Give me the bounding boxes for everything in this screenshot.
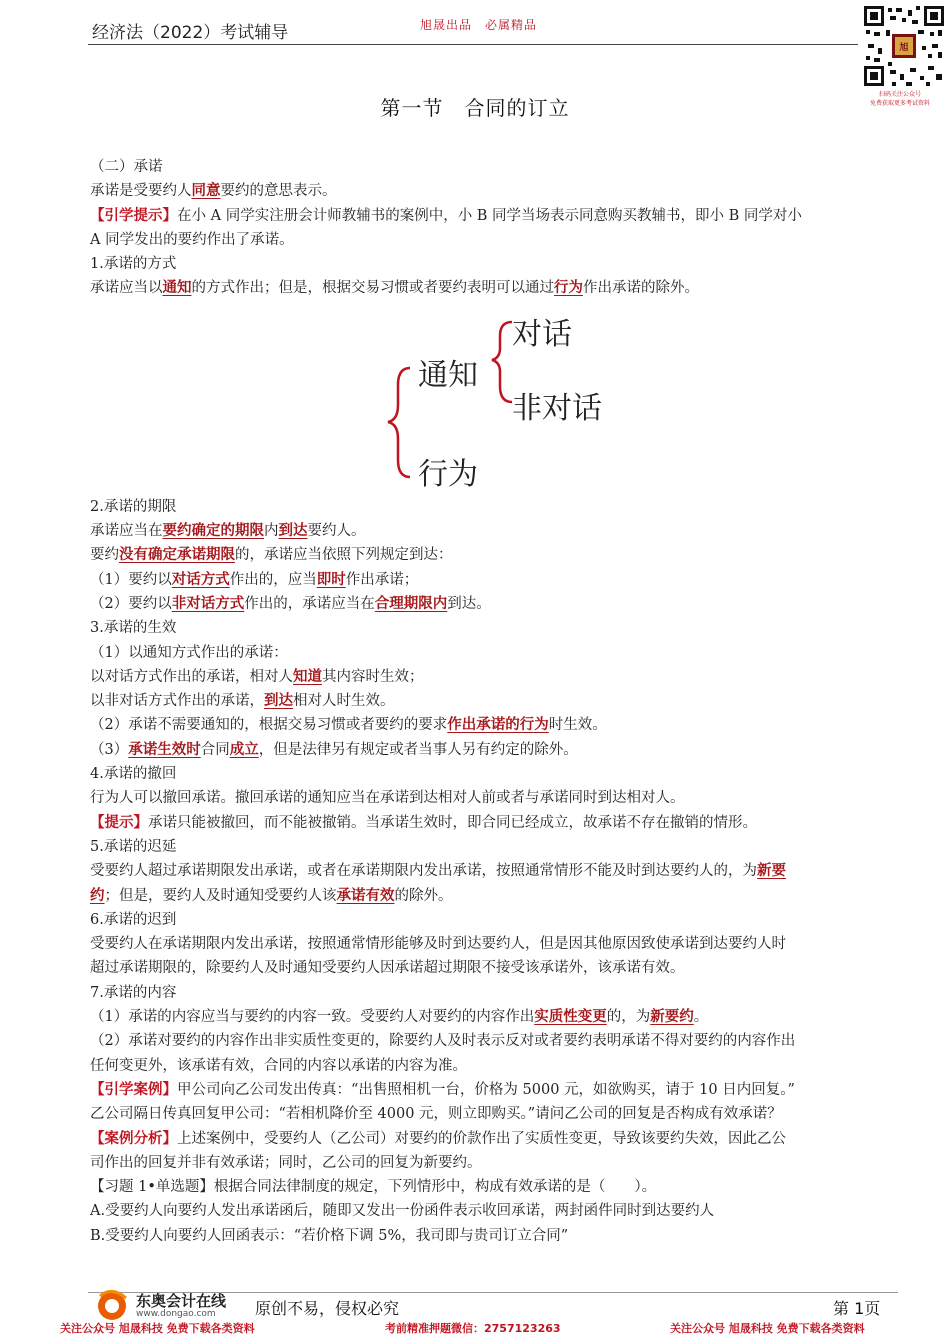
paragraph: 以非对话方式作出的承诺，到达相对人时生效。 bbox=[90, 692, 395, 710]
paragraph: 以对话方式作出的承诺，相对人知道其内容时生效； bbox=[90, 667, 424, 685]
key-term: 作出承诺的行为 bbox=[447, 716, 549, 734]
key-term: 实质性变更 bbox=[534, 1008, 607, 1026]
key-term: 约 bbox=[90, 886, 105, 904]
paragraph: 超过承诺期限的，除要约人及时通知受要约人因承诺超过期限不接受该承诺外，该承诺有效。 bbox=[90, 960, 685, 977]
header-divider bbox=[88, 44, 858, 45]
document-header-title: 经济法（2022）考试辅导 bbox=[92, 23, 289, 43]
point-heading: 6.承诺的迟到 bbox=[90, 911, 177, 928]
key-term: 对话方式 bbox=[171, 570, 230, 588]
point-heading: 5.承诺的迟延 bbox=[90, 838, 177, 855]
key-term: 合理期限内 bbox=[374, 594, 448, 612]
brand-logo-icon bbox=[92, 1288, 132, 1322]
note-tag: 【提示】 bbox=[90, 813, 148, 831]
key-term: 非对话方式 bbox=[171, 594, 245, 612]
paragraph: （1）承诺的内容应当与要约的内容一致。受要约人对要约的内容作出实质性变更的，为新要约。 bbox=[90, 1008, 709, 1026]
paragraph: （2）要约以非对话方式作出的，承诺应当在合理期限内到达。 bbox=[90, 594, 491, 612]
point-heading: 4.承诺的撤回 bbox=[90, 766, 177, 783]
paragraph: 承诺应当以通知的方式作出；但是，根据交易习惯或者要约表明可以通过行为作出承诺的除外。 bbox=[90, 279, 699, 297]
key-term: 承诺生效时 bbox=[128, 740, 201, 758]
point-heading: 2.承诺的期限 bbox=[90, 498, 177, 515]
key-term: 同意 bbox=[191, 182, 221, 200]
point-heading: 3.承诺的生效 bbox=[90, 620, 177, 637]
paragraph: 承诺是受要约人同意要约的意思表示。 bbox=[90, 182, 337, 200]
diagram-child-a-label: 对话 bbox=[512, 317, 572, 352]
key-term: 要约确定的期限 bbox=[162, 522, 264, 540]
qr-caption: 扫码关注公众号 免费获取更多考试资料 bbox=[869, 91, 930, 107]
brand-name: 东奥会计在线 bbox=[136, 1292, 227, 1310]
page-number: 第 1页 bbox=[833, 1299, 881, 1318]
key-term: 到达 bbox=[264, 692, 293, 710]
qr-code bbox=[862, 4, 946, 88]
acceptance-method-diagram bbox=[380, 310, 620, 500]
paragraph: 【提示】承诺只能被撤回，而不能被撤销。当承诺生效时，即合同已经成立，故承诺不存在撤销的情形。 bbox=[90, 813, 757, 831]
paragraph: 【引学提示】在小 A 同学实注册会计师教辅书的案例中，小 B 同学当场表示同意购买教辅书，即小 B 同学对小 bbox=[90, 206, 802, 224]
note-tag: 【案例分析】 bbox=[90, 1129, 177, 1147]
exercise-question: 【习题 1•单选题】根据合同法律制度的规定，下列情形中，构成有效承诺的是（ ）。 bbox=[90, 1179, 657, 1196]
note-tag: 【引学提示】 bbox=[90, 206, 177, 224]
paragraph: （2）承诺不需要通知的，根据交易习惯或者要约的要求作出承诺的行为时生效。 bbox=[90, 716, 607, 734]
key-term: 没有确定承诺期限 bbox=[119, 546, 235, 564]
key-term: 新要约 bbox=[650, 1008, 694, 1026]
key-term: 行为 bbox=[554, 279, 583, 297]
exercise-option-b: B.受要约人向要约人回函表示：“若价格下调 5%，我司即与贵司订立合同” bbox=[90, 1227, 569, 1244]
diagram-root-label: 通知 bbox=[418, 358, 478, 393]
key-term: 新要 bbox=[757, 862, 786, 880]
key-term: 到达 bbox=[278, 522, 308, 540]
key-term: 承诺有效 bbox=[336, 886, 395, 904]
paragraph: 【引学案例】甲公司向乙公司发出传真：“出售照相机一台，价格为 5000 元，如欲购买，请于 10 日内回复。” bbox=[90, 1080, 795, 1098]
paragraph: 受要约人在承诺期限内发出承诺，按照通常情形能够及时到达要约人，但是因其他原因致使承诺到达要约人时 bbox=[90, 936, 786, 953]
paragraph: 受要约人超过承诺期限发出承诺，或者在承诺期限内发出承诺，按照通常情形不能及时到达要约人的，为新要 bbox=[90, 862, 786, 880]
paragraph: 要约没有确定承诺期限的，承诺应当依照下列规定到达： bbox=[90, 546, 453, 564]
key-term: 成立 bbox=[229, 740, 259, 758]
key-term: 通知 bbox=[162, 279, 192, 297]
header-brand-slogan: 旭晟出品 必属精品 bbox=[420, 18, 538, 32]
point-heading: 1.承诺的方式 bbox=[90, 256, 177, 273]
exercise-option-a: A.受要约人向要约人发出承诺函后，随即又发出一份函件表示收回承诺，两封函件同时到达要约人 bbox=[90, 1203, 715, 1220]
paragraph: A 同学发出的要约作出了承诺。 bbox=[90, 231, 294, 248]
paragraph: 承诺应当在要约确定的期限内到达要约人。 bbox=[90, 522, 366, 540]
diagram-child-b-label: 非对话 bbox=[512, 391, 602, 426]
footer-promo-center: 考前精准押题微信：2757123263 bbox=[385, 1322, 561, 1335]
paragraph: 约；但是，要约人及时通知受要约人该承诺有效的除外。 bbox=[90, 886, 453, 904]
paragraph: 【案例分析】上述案例中，受要约人（乙公司）对要约的价款作出了实质性变更，导致该要约失效，因此乙公 bbox=[90, 1129, 786, 1147]
point-heading: 7.承诺的内容 bbox=[90, 984, 177, 1001]
key-term: 即时 bbox=[316, 570, 346, 588]
paragraph: （2）承诺对要约的内容作出非实质性变更的，除要约人及时表示反对或者要约表明承诺不得对要约的内容作出 bbox=[90, 1033, 796, 1050]
svg-text:旭: 旭 bbox=[899, 43, 909, 53]
footer-slogan: 原创不易，侵权必究 bbox=[255, 1299, 400, 1318]
paragraph: 任何变更外，该承诺有效，合同的内容以承诺的内容为准。 bbox=[90, 1057, 467, 1074]
paragraph: （1）以通知方式作出的承诺： bbox=[90, 644, 288, 661]
footer-promo-left: 关注公众号 旭晟科技 免费下载各类资料 bbox=[60, 1322, 255, 1335]
outer-brace bbox=[388, 368, 410, 477]
paragraph: 行为人可以撤回承诺。撤回承诺的通知应当在承诺到达相对人前或者与承诺同时到达相对人。 bbox=[90, 790, 685, 807]
inner-brace bbox=[492, 322, 512, 402]
subsection-heading: （二）承诺 bbox=[90, 159, 163, 175]
footer-promo-right: 关注公众号 旭晟科技 免费下载各类资料 bbox=[670, 1322, 865, 1335]
paragraph: 乙公司隔日传真回复甲公司：“若相机降价至 4000 元，则立即购买。”请问乙公司的回复是否构成有效承诺？ bbox=[90, 1106, 782, 1123]
paragraph: （3）承诺生效时合同成立，但是法律另有规定或者当事人另有约定的除外。 bbox=[90, 740, 578, 758]
note-tag: 【引学案例】 bbox=[90, 1080, 177, 1098]
footer-brand bbox=[92, 1288, 252, 1322]
diagram-other-label: 行为 bbox=[418, 457, 478, 492]
brand-url: www.dongao.com bbox=[136, 1309, 216, 1319]
paragraph: （1）要约以对话方式作出的，应当即时作出承诺； bbox=[90, 570, 419, 588]
section-title: 第一节 合同的订立 bbox=[380, 96, 570, 120]
key-term: 知道 bbox=[293, 667, 322, 685]
paragraph: 司作出的回复并非有效承诺；同时，乙公司的回复为新要约。 bbox=[90, 1154, 482, 1171]
